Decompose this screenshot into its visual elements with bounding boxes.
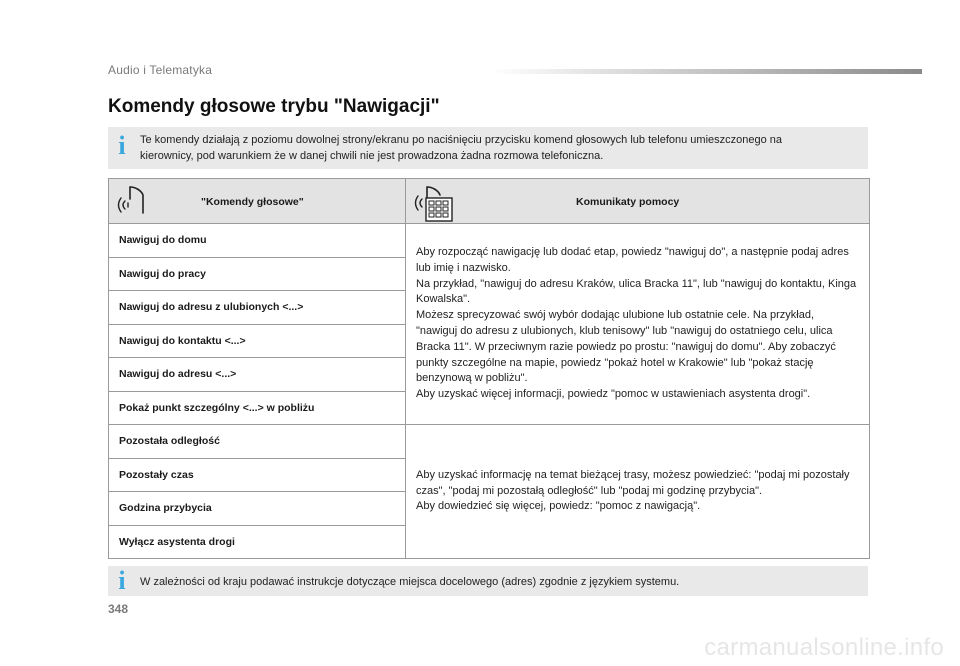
page-title: Komendy głosowe trybu "Nawigacji" [108,96,440,117]
help-line: "nawiguj do adresu z ulubionych, klub tenisowy" lub "nawiguj do ostatniego celu, ulica [416,325,833,337]
help-line: Aby rozpocząć nawigację lub dodać etap, powiedz "nawiguj do", a następnie podaj adres [416,246,849,259]
voice-keypad-icon [414,185,454,226]
voice-command-icon [117,185,149,220]
help-line: punkty szczególne na mapie, powiedz "pokaż hotel w Krakowie" lub "pokaż stację [416,356,814,369]
command-cell: Pozostały czas [109,458,406,492]
help-line: Aby uzyskać informację na temat bieżącej trasy, możesz powiedzieć: "podaj mi pozostały [416,468,850,481]
command-cell: Nawiguj do kontaktu <...> [109,324,406,358]
help-line: Aby dowiedzieć się więcej, powiedz: "pomoc z nawigacją". [416,500,701,513]
info-box-top [108,127,868,169]
help-line: Kowalska". [416,293,471,306]
header-rule [490,69,922,74]
help-line: lub imię i nazwisko. [416,261,511,274]
command-cell: Nawiguj do pracy [109,257,406,291]
header-label: Komunikaty pomocy [576,196,680,208]
watermark: carmanualsonline.info [704,634,944,661]
help-line: Aby uzyskać więcej informacji, powiedz "pomoc w ustawieniach asystenta drogi". [416,388,811,401]
header-label: "Komendy głosowe" [201,196,304,208]
help-cell-route-info [406,425,870,559]
help-line: Możesz sprecyzować swój wybór dodając ulubione lub ostatnie cele. Na przykład, [416,309,815,322]
command-cell: Pokaż punkt szczególny <...> w pobliżu [109,391,406,425]
info-line: kierownicy, pod warunkiem że w danej chwili nie jest prowadzona żadna rozmowa telefoniczna. [140,150,604,162]
command-cell: Pozostała odległość [109,425,406,459]
command-cell: Wyłącz asystenta drogi [109,525,406,559]
info-text-top [140,132,858,164]
help-line: Na przykład, "nawiguj do adresu Kraków, ulica Bracka 11", lub "nawiguj do kontaktu, Kinga [416,277,857,290]
command-cell: Nawiguj do adresu <...> [109,358,406,392]
info-icon: i [118,566,126,595]
voice-commands-table [108,178,870,559]
table-row [109,425,870,459]
table-row [109,224,870,258]
help-line: czas", "podaj mi pozostałą odległość" lub "podaj mi godzinę przybycia". [416,484,763,497]
help-line: Bracka 11". W przeciwnym razie powiedz po prostu: "nawiguj do domu". Aby zobaczyć [416,340,836,353]
help-line: benzynową w pobliżu". [416,372,528,385]
info-box-bottom [108,566,868,596]
command-cell: Godzina przybycia [109,492,406,526]
help-cell-navigation [406,224,870,425]
header-help-messages [406,179,870,224]
header-voice-commands [109,179,406,224]
page-number: 348 [108,602,129,616]
info-icon: i [118,131,126,160]
info-text-bottom: W zależności od kraju podawać instrukcje dotyczące miejsca docelowego (adres) zgodnie z językiem systemu. [140,576,680,588]
table-header-row [109,179,870,224]
command-cell: Nawiguj do domu [109,224,406,258]
info-line: Te komendy działają z poziomu dowolnej strony/ekranu po naciśnięciu przycisku komend głosowych lub telefonu umieszczonego na [140,134,783,146]
section-label: Audio i Telematyka [108,63,213,77]
command-cell: Nawiguj do adresu z ulubionych <...> [109,291,406,325]
